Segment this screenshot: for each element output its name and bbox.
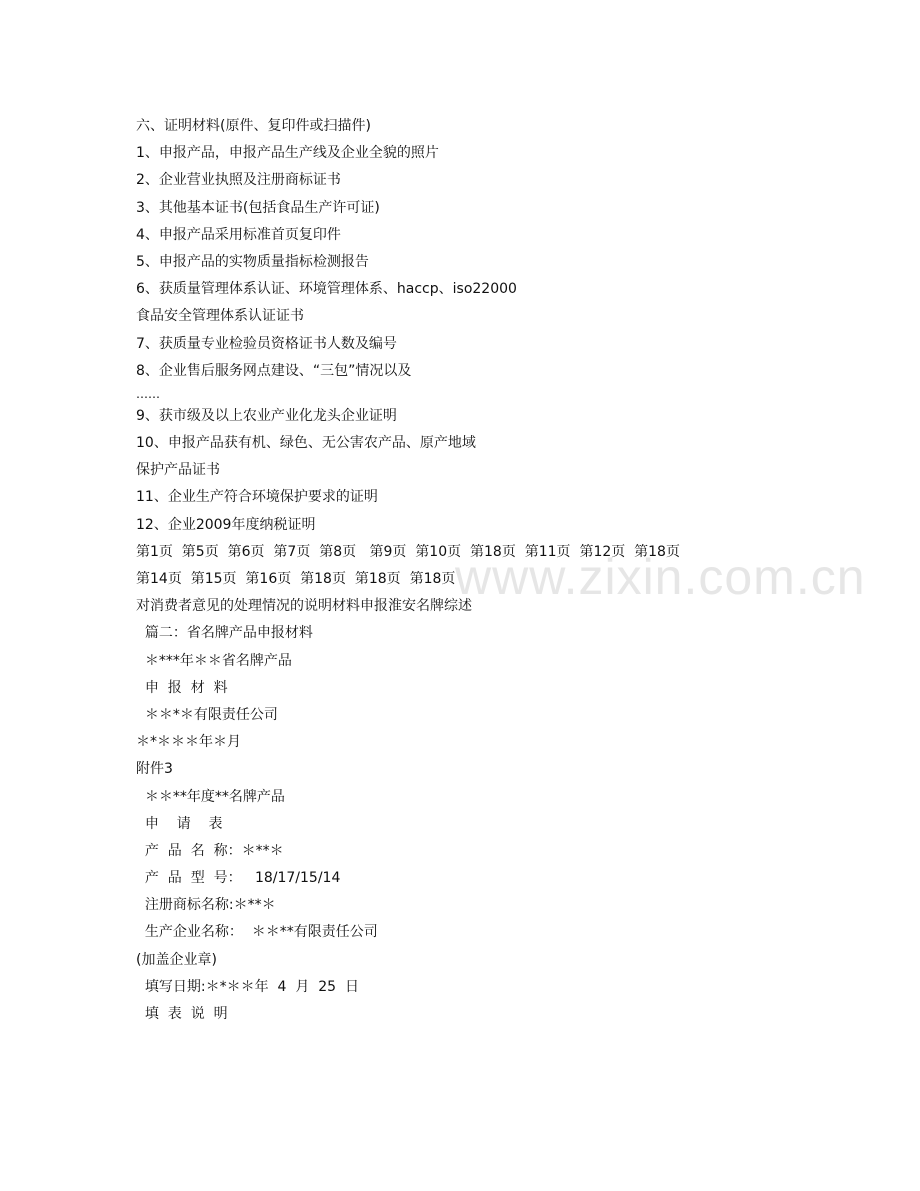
summary-line: 对消费者意见的处理情况的说明材料申报淮安名牌综述 [136, 598, 472, 615]
list-item-continuation: 食品安全管理体系认证证书 [136, 308, 304, 325]
list-item: 4、申报产品采用标准首页复印件 [136, 226, 341, 243]
field-fill-date: 填写日期:＊*＊＊年 4 月 25 日 [136, 978, 359, 995]
list-item: 10、申报产品获有机、绿色、无公害农产品、原产地域 [136, 435, 476, 452]
field-product-model: 产 品 型 号： 18/17/15/14 [136, 870, 341, 887]
field-product-name: 产 品 名 称：＊**＊ [136, 842, 284, 859]
list-item: 12、企业2009年度纳税证明 [136, 516, 316, 533]
form-instructions-heading: 填 表 说 明 [136, 1006, 228, 1022]
page-references: 第1页 第5页 第6页 第7页 第8页 第9页 第10页 第18页 第11页 第12页 第18页 [136, 543, 680, 560]
field-manufacturer: 生产企业名称： ＊＊**有限责任公司 [136, 924, 378, 941]
list-item: 11、企业生产符合环境保护要求的证明 [136, 489, 378, 506]
list-item: 5、申报产品的实物质量指标检测报告 [136, 253, 369, 270]
section-heading-proof-materials: 六、证明材料(原件、复印件或扫描件) [136, 118, 371, 134]
list-item: 9、获市级及以上农业产业化龙头企业证明 [136, 407, 397, 424]
cover-subtitle: 申 报 材 料 [136, 679, 228, 696]
page-references: 第14页 第15页 第16页 第18页 第18页 第18页 [136, 571, 456, 587]
field-trademark-name: 注册商标名称:＊**＊ [136, 897, 276, 914]
list-item-continuation: 保护产品证书 [136, 462, 220, 479]
form-title: ＊＊**年度**名牌产品 [136, 788, 285, 805]
cover-company: ＊＊*＊有限责任公司 [136, 706, 278, 723]
cover-title: ＊***年＊＊省名牌产品 [136, 652, 292, 669]
form-subtitle: 申 请 表 [136, 815, 223, 832]
list-item: 7、获质量专业检验员资格证书人数及编号 [136, 335, 397, 352]
document-body [136, 113, 876, 1028]
attachment-label: 附件3 [136, 761, 173, 778]
list-item: 1、申报产品，申报产品生产线及企业全貌的照片 [136, 145, 439, 162]
field-company-seal: (加盖企业章) [136, 951, 217, 968]
ellipsis: …… [136, 386, 160, 401]
watermark: www.zixin.com.cn [455, 549, 866, 605]
list-item: 8、企业售后服务网点建设、“三包”情况以及 [136, 362, 412, 379]
list-item: 6、获质量管理体系认证、环境管理体系、haccp、iso22000 [136, 281, 517, 298]
list-item: 2、企业营业执照及注册商标证书 [136, 172, 341, 189]
chapter-title: 篇二：省名牌产品申报材料 [136, 625, 313, 642]
cover-date: ＊*＊＊＊年＊月 [136, 734, 241, 751]
list-item: 3、其他基本证书(包括食品生产许可证) [136, 199, 380, 216]
